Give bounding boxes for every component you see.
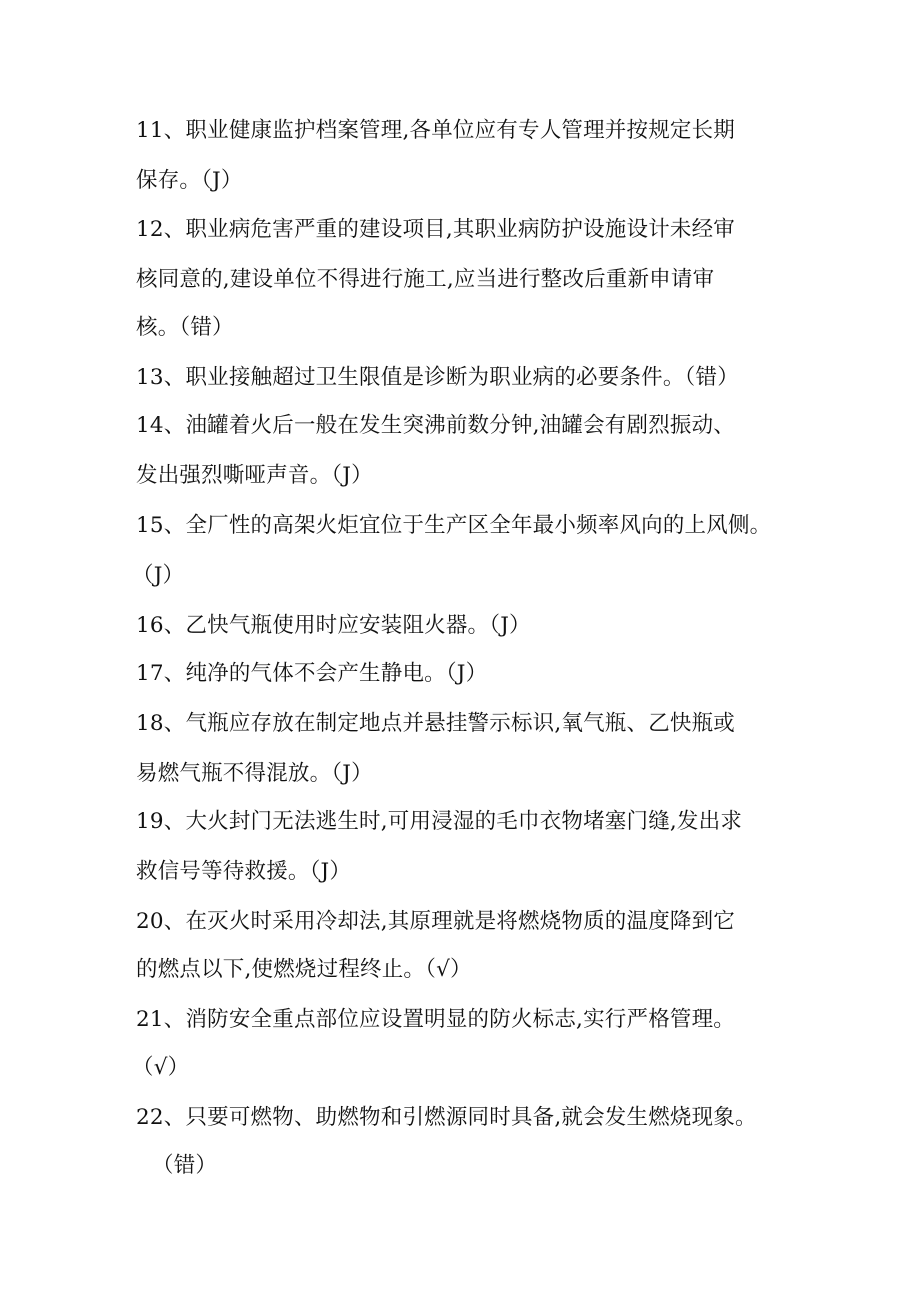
text-line-q12-c: 核。（错） — [136, 315, 234, 340]
text-line-q21-b: （√） — [132, 1055, 190, 1080]
text-line-q20-b: 的燃点以下,使燃烧过程终止。（√） — [136, 957, 472, 982]
text-line-q22-b: （错） — [152, 1153, 218, 1178]
text-line-q19-b: 救信号等待救援。（J） — [136, 859, 352, 884]
text-line-q14-b: 发出强烈嘶哑声音。（J） — [136, 463, 373, 488]
text-line-q21-a: 21、消防安全重点部位应设置明显的防火标志,实行严格管理。 — [136, 1007, 735, 1032]
text-line-q18-b: 易燃气瓶不得混放。（J） — [136, 761, 373, 786]
text-line-q15-a: 15、全厂性的高架火炬宜位于生产区全年最小频率风向的上风侧。 — [136, 513, 772, 538]
text-line-q13: 13、职业接触超过卫生限值是诊断为职业病的必要条件。（错） — [136, 365, 739, 390]
text-line-q16: 16、乙快气瓶使用时应安装阻火器。（J） — [136, 613, 531, 638]
text-line-q15-b: （J） — [132, 563, 185, 588]
text-line-q11-a: 11、职业健康监护档案管理,各单位应有专人管理并按规定长期 — [136, 118, 735, 143]
text-line-q12-b: 核同意的,建设单位不得进行施工,应当进行整改后重新申请审 — [136, 267, 715, 292]
text-line-q22-a: 22、只要可燃物、助燃物和引燃源同时具备,就会发生燃烧现象。 — [136, 1105, 757, 1130]
text-line-q12-a: 12、职业病危害严重的建设项目,其职业病防护设施设计未经审 — [136, 217, 735, 242]
text-line-q17: 17、纯净的气体不会产生静电。（J） — [136, 661, 488, 686]
text-line-q11-b: 保存。（J） — [136, 168, 243, 193]
text-line-q18-a: 18、气瓶应存放在制定地点并悬挂警示标识,氧气瓶、乙快瓶或 — [136, 711, 735, 736]
text-line-q19-a: 19、大火封门无法逃生时,可用浸湿的毛巾衣物堵塞门缝,发出求 — [136, 809, 743, 834]
text-line-q14-a: 14、油罐着火后一般在发生突沸前数分钟,油罐会有剧烈振动、 — [136, 413, 735, 438]
text-line-q20-a: 20、在灭火时采用冷却法,其原理就是将燃烧物质的温度降到它 — [136, 909, 735, 934]
